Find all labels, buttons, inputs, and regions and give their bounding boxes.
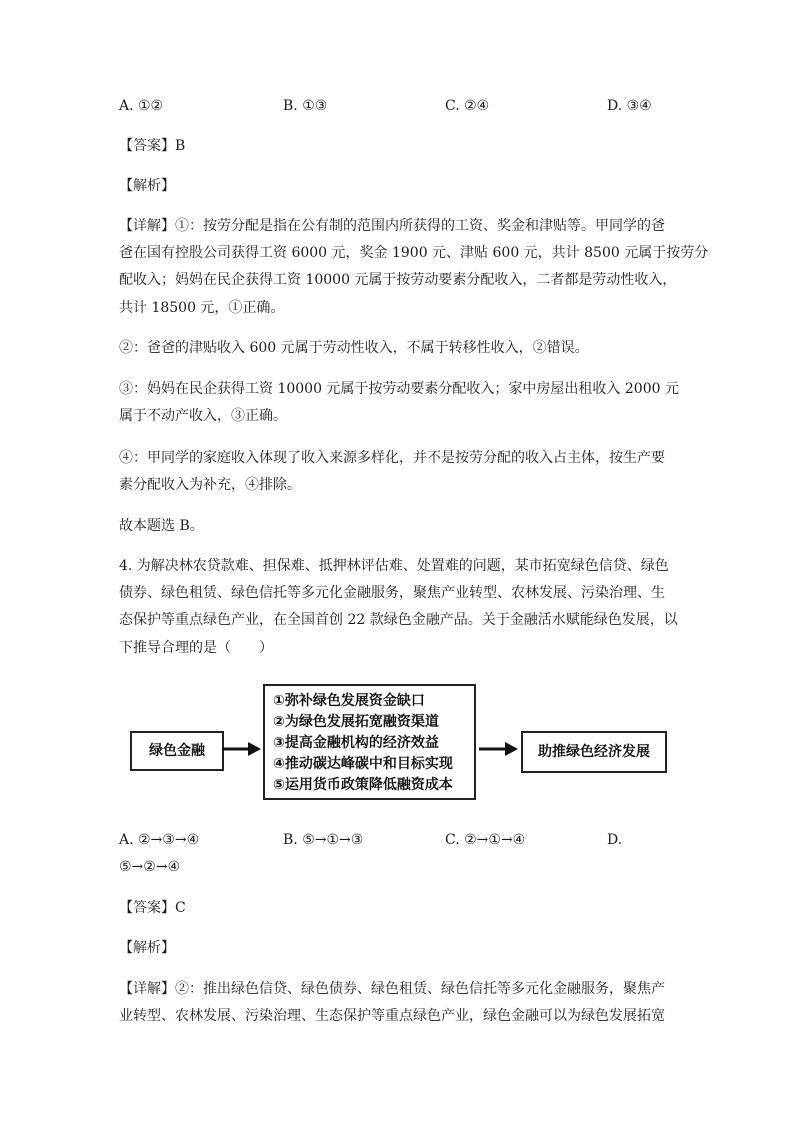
flow-right-label: 助推绿色经济发展 xyxy=(538,744,650,760)
option-d-q4-content: ⑤→②→④ xyxy=(119,859,181,875)
detail-q3-line: 【详解】①：按劳分配是指在公有制的范围内所获得的工资、奖金和津贴等。甲同学的爸 xyxy=(119,218,665,234)
option-a-q3: A. ①② xyxy=(119,98,164,114)
flow-item-5: ⑤运用货币政策降低融资成本 xyxy=(273,777,453,793)
detail-q3-line: ②：爸爸的津贴收入 600 元属于劳动性收入，不属于转移性收入，②错误。 xyxy=(119,340,589,356)
flow-middle-box xyxy=(263,684,476,800)
question4-line: 态保护等重点绿色产业，在全国首创 22 款绿色金融产品。关于金融活水赋能绿色发展，以 xyxy=(119,612,678,628)
flow-item-3: ③提高金融机构的经济效益 xyxy=(273,735,439,751)
flow-item-4: ④推动碳达峰碳中和目标实现 xyxy=(273,756,453,772)
flow-item-2: ②为绿色发展拓宽融资渠道 xyxy=(273,714,439,730)
detail-q4-line: 【详解】②：推出绿色信贷、绿色债券、绿色租赁、绿色信托等多元化金融服务，聚焦产 xyxy=(119,981,665,997)
question4-line: 债券、绿色租赁、绿色信托等多元化金融服务，聚焦产业转型、农林发展、污染治理、生 xyxy=(119,585,665,601)
question4-line: 4. 为解决林农贷款难、担保难、抵押林评估难、处置难的问题，某市拓宽绿色信贷、绿色 xyxy=(119,558,669,574)
option-d-q4: D. xyxy=(607,832,623,848)
question4-line: 下推导合理的是（ ） xyxy=(119,640,273,656)
detail-q3-line: 共计 18500 元，①正确。 xyxy=(119,300,285,316)
arrow-right-icon xyxy=(479,741,519,757)
flow-item-1: ①弥补绿色发展资金缺口 xyxy=(273,693,425,709)
analysis-label-q3: 【解析】 xyxy=(119,178,175,194)
option-d-q3: D. ③④ xyxy=(607,98,652,114)
answer-q3: 【答案】B xyxy=(119,138,186,154)
detail-q3-line: ③：妈妈在民企获得工资 10000 元属于按劳动要素分配收入；家中房屋出租收入 2000 元 xyxy=(119,381,679,397)
option-c-q4: C. ②→①→④ xyxy=(445,832,526,848)
detail-q3-line: 配收入；妈妈在民企获得工资 10000 元属于按劳动要素分配收入，二者都是劳动性收入， xyxy=(119,272,677,288)
answer-q4: 【答案】C xyxy=(119,900,186,916)
flow-left-box xyxy=(130,731,224,771)
option-c-q3: C. ②④ xyxy=(445,98,490,114)
analysis-label-q4: 【解析】 xyxy=(119,940,175,956)
flow-left-label: 绿色金融 xyxy=(149,743,205,759)
option-b-q4: B. ⑤→①→③ xyxy=(283,832,364,848)
detail-q3-line: 素分配收入为补充，④排除。 xyxy=(119,477,301,493)
detail-q4-line: 业转型、农林发展、污染治理、生态保护等重点绿色产业，绿色金融可以为绿色发展拓宽 xyxy=(119,1008,665,1024)
conclusion-q3: 故本题选 B。 xyxy=(119,518,204,534)
option-b-q3: B. ①③ xyxy=(283,98,328,114)
flow-right-box xyxy=(521,731,667,773)
detail-q3-line: 爸在国有控股公司获得工资 6000 元，奖金 1900 元、津贴 600 元，共计 8500 元属于按劳分 xyxy=(119,245,709,261)
detail-q3-line: 属于不动产收入，③正确。 xyxy=(119,408,287,424)
arrow-right-icon xyxy=(222,741,262,757)
option-a-q4: A. ②→③→④ xyxy=(119,832,200,848)
detail-q3-line: ④：甲同学的家庭收入体现了收入来源多样化，并不是按劳分配的收入占主体，按生产要 xyxy=(119,450,665,466)
